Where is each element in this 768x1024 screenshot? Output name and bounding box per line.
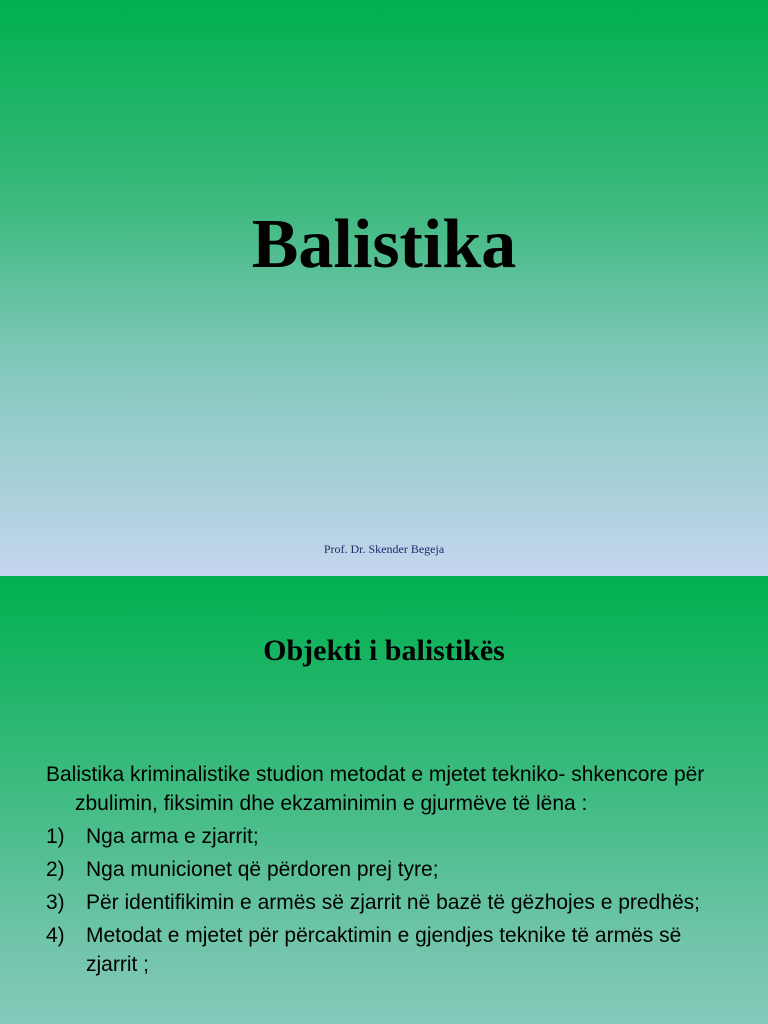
slide-objekti — [0, 576, 768, 1024]
list-item-text: Për identifikimin e armës së zjarrit në bazë të gëzhojes e predhës; — [86, 891, 700, 914]
intro-paragraph: Balistika kriminalistike studion metodat e mjetet tekniko- shkencore për zbulimin, fiksimin dhe ekzaminimin e gjurmëve të lëna : — [46, 763, 705, 815]
list-item-number: 2) — [46, 858, 65, 881]
slide-body — [46, 760, 736, 983]
list-item-text: Metodat e mjetet për përcaktimin e gjendjes teknike të armës së zjarrit ; — [86, 924, 682, 976]
list-item-number: 4) — [46, 924, 65, 947]
list-item — [46, 822, 736, 851]
list-item — [46, 921, 736, 979]
list-item — [46, 855, 736, 884]
presentation-title: Balistika — [251, 206, 517, 283]
list-item-text: Nga arma e zjarrit; — [86, 825, 259, 848]
list-item-number: 1) — [46, 825, 65, 848]
author-credit: Prof. Dr. Skender Begeja — [323, 542, 445, 556]
list-item — [46, 888, 736, 917]
numbered-list — [46, 822, 736, 979]
list-item-text: Nga municionet që përdoren prej tyre; — [86, 858, 439, 881]
slide-heading: Objekti i balistikës — [263, 634, 505, 667]
list-item-number: 3) — [46, 891, 65, 914]
